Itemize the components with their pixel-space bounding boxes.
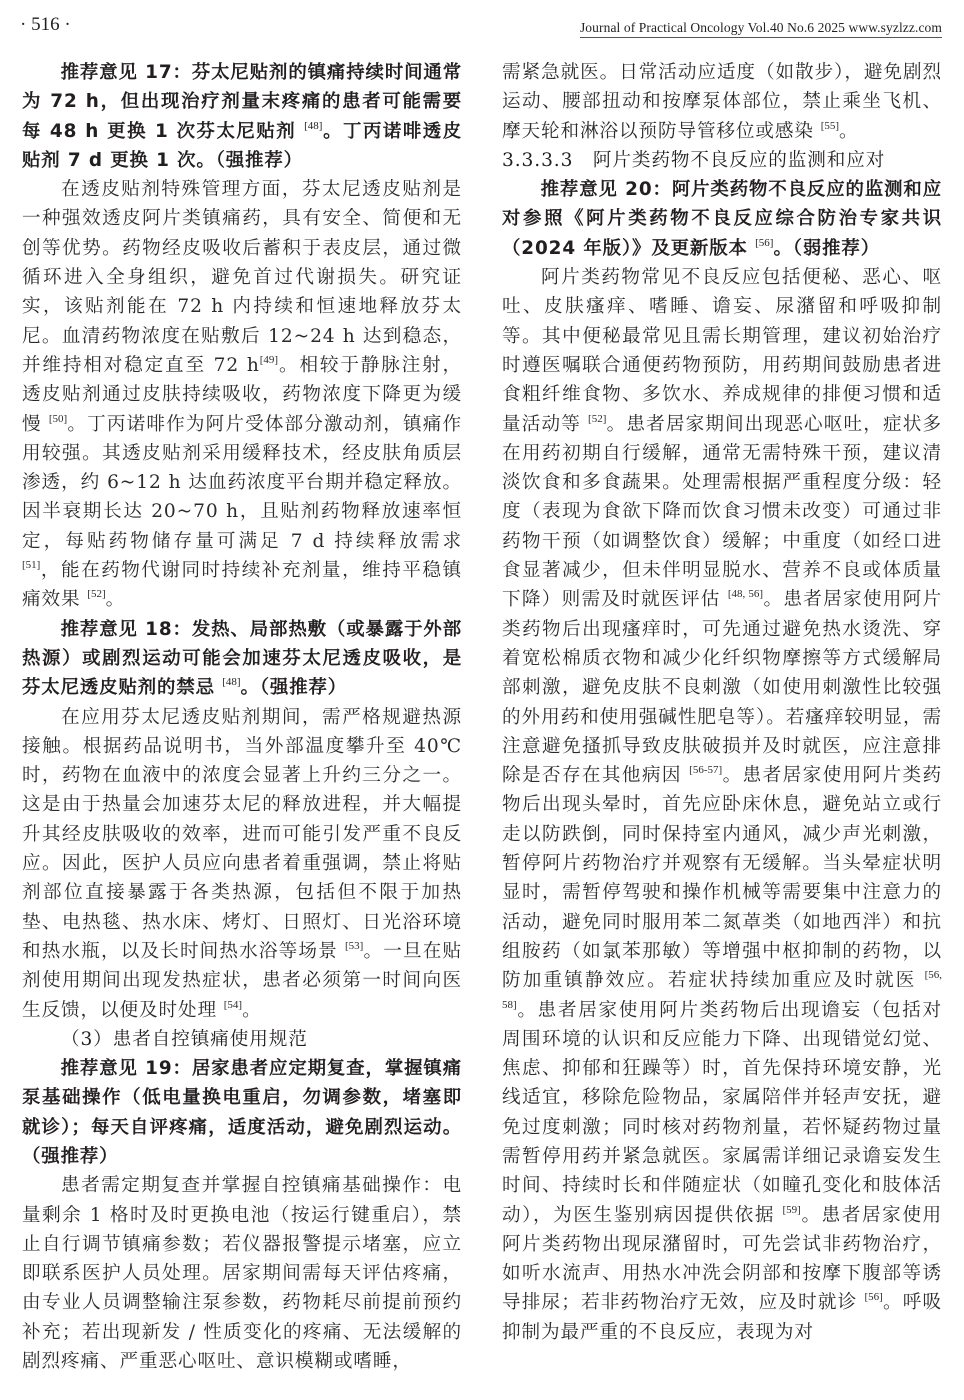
journal-citation: Journal of Practical Oncology Vol.40 No.6 2025 www.syzlzz.com — [580, 20, 942, 38]
running-header — [0, 10, 964, 40]
paragraph-text: 阿片类药物常见不良反应包括便秘、恶心、呕吐、皮肤瘙痒、嗜睡、谵妄、尿潴留和呼吸抑制等。其中便秘最常见且需长期管理，建议初始治疗时遵医嘱联合通便药物预防，用药期间鼓励患者进食粗纤维食物、多饮水、养成规律的排便习惯和适量活动等 — [502, 267, 942, 435]
citation-reference: [52] — [87, 588, 106, 601]
paragraph-text: 患者需定期复查并掌握自控镇痛基础操作：电量剩余 1 格时及时更换电池（按运行键重启），禁止自行调节镇痛参数；若仪器报警提示堵塞，应立即联系医护人员处理。居家期间需每天评估疼痛，由专业人员调整输注泵参数，药物耗尽前提前预约补充；若出现新发 / 性质变化的疼痛、无法缓解的剧烈疼痛、严重恶心呕吐、意识模糊或嗜睡， — [22, 1175, 462, 1373]
body-paragraph — [22, 175, 462, 614]
citation-reference: [50] — [48, 412, 68, 425]
paragraph-text: 推荐意见 19：居家患者应定期复查，掌握镇痛泵基础操作（低电量换电重启，勿调参数，堵塞即就诊）；每天自评疼痛，适度活动，避免剧烈运动。（强推荐） — [22, 1058, 462, 1167]
page-number: · 516 · — [20, 14, 71, 35]
paragraph-text: 。患者居家期间出现恶心呕吐，症状多在用药初期自行缓解，通常无需特殊干预，建议清淡饮食和多食蔬果。处理需根据严重程度分级：轻度（表现为食欲下降而饮食习惯未改变）可通过非药物干预（如调整饮食）缓解；中重度（如经口进食显著减少，但未伴明显脱水、营养不良或体质量下降）则需及时就医评估 — [502, 413, 942, 611]
paragraph-text: 。相较于静脉注射，透皮贴剂通过皮肤持续吸收，药物浓度下降更为缓慢 — [22, 354, 462, 435]
section-heading — [502, 146, 942, 175]
paragraph-text: 。（强推荐） — [240, 677, 348, 699]
paragraph-text: 需紧急就医。日常活动应适度（如散步），避免剧烈运动、腰部扭动和按摩泵体部位，禁止乘坐飞机、摩天轮和淋浴以预防导管移位或感染 — [502, 62, 942, 142]
paragraph-text: 推荐意见 18：发热、局部热敷（或暴露于外部热源）或剧烈运动可能会加速芬太尼透皮吸收，是芬太尼透皮贴剂的禁忌 — [22, 618, 462, 699]
recommendation-paragraph — [502, 175, 942, 263]
left-column — [22, 58, 462, 1376]
paragraph-text: ，能在药物代谢同时持续补充剂量，维持平稳镇痛效果 — [22, 560, 462, 611]
citation-reference: [53] — [344, 939, 364, 952]
paragraph-text: 。患者居家使用阿片类药物后出现瘙痒时，可先通过避免热水烫洗、穿着宽松棉质衣物和减少化纤织物摩擦等方式缓解局部刺激，避免皮肤不良刺激（如使用刺激性比较强的外用药和使用强碱性肥皂等）。若瘙痒较明显，需注意避免搔抓导致皮肤破损并及时就医，应注意排除是否存在其他病因 — [502, 589, 943, 787]
paragraph-text: 。患者居家使用阿片类药物出现尿潴留时，可先尝试非药物治疗，如听水流声、用热水冲洗会阴部和按摩下腹部等诱导排尿；若非药物治疗无效，应及时就诊 — [502, 1204, 942, 1314]
paragraph-text: 。患者居家使用阿片类药物后出现头晕时，首先应卧床休息，避免站立或行走以防跌倒，同时保持室内通风，减少声光刺激，暂停阿片药物治疗并观察有无缓解。当头晕症状明显时，需暂停驾驶和操作机械等需要集中注意力的活动，避免同时服用苯二氮䓬类（如地西泮）和抗组胺药（如氯苯那敏）等增强中枢抑制的药物，以防加重镇静效应。若症状持续加重应及时就医 — [502, 765, 942, 992]
citation-reference: [52] — [588, 412, 607, 425]
citation-reference: [48] — [222, 676, 241, 689]
citation-reference: [55] — [820, 119, 840, 132]
citation-reference: [48, 56] — [727, 588, 764, 601]
paragraph-text: 推荐意见 17：芬太尼贴剂的镇痛持续时间通常为 72 h，但出现治疗剂量末疼痛的患者可能需要每 48 h 更换 1 次芬太尼贴剂 — [22, 62, 462, 142]
citation-reference: [59] — [782, 1203, 801, 1216]
body-paragraph — [502, 58, 942, 146]
paragraph-text: 在应用芬太尼透皮贴剂期间，需严格规避热源接触。根据药品说明书，当外部温度攀升至 40℃时，药物在血液中的浓度会显著上升约三分之一。这是由于热量会加速芬太尼的释放进程，并大幅提升其经皮肤吸收的效率，进而可能引发严重不良反应。因此，医护人员应向患者着重强调，禁止将贴剂部位直接暴露于各类热源，包括但不限于加热垫、电热毯、热水床、烤灯、日照灯、日光浴环境和热水瓶，以及长时间热水浴等场景 — [22, 706, 462, 962]
paragraph-text: 。 — [839, 120, 859, 142]
citation-reference: [49] — [259, 353, 279, 366]
citation-reference: [54] — [223, 998, 243, 1011]
recommendation-paragraph — [22, 615, 462, 703]
paragraph-text: 在透皮贴剂特殊管理方面，芬太尼透皮贴剂是一种强效透皮阿片类镇痛药，具有安全、简便和无创等优势。药物经皮吸收后蓄积于表皮层，通过微循环进入全身组织，避免首过代谢损失。研究证实，该贴剂能在 72 h 内持续和恒速地释放芬太尼。血清药物浓度在贴敷后 12~24 h 达到稳态，并维持相对稳定直至 72 h — [22, 179, 462, 376]
citation-reference: [51] — [22, 559, 41, 572]
paragraph-text: 。丁丙诺啡透皮贴剂 7 d 更换 1 次。（强推荐） — [22, 120, 462, 171]
body-paragraph — [22, 1171, 462, 1376]
body-paragraph — [22, 703, 462, 1025]
citation-reference: [56] — [755, 236, 774, 249]
paragraph-text: 。患者居家使用阿片类药物后出现谵妄（包括对周围环境的认识和反应能力下降、出现错觉幻觉、焦虑、抑郁和狂躁等）时，首先保持环境安静，光线适宜，移除危险物品，家属陪伴并轻声安抚，避免过度刺激；同时核对药物剂量，若怀疑药物过量需暂停用药并紧急就医。家属需详细记录谵妄发生时间、持续时长和伴随症状（如瞳孔变化和肢体活动），为医生鉴别病因提供依据 — [502, 999, 942, 1226]
citation-reference: [56-57] — [689, 764, 723, 777]
citation-reference: [56] — [864, 1291, 883, 1304]
paragraph-text: 。 — [105, 589, 126, 611]
recommendation-paragraph — [22, 58, 462, 175]
paragraph-text: 3.3.3.3 阿片类药物不良反应的监测和应对 — [502, 149, 886, 171]
subsection-heading — [22, 1025, 462, 1054]
body-paragraph — [502, 263, 942, 1347]
paragraph-text: 。（弱推荐） — [773, 237, 880, 259]
paragraph-text: 。 — [242, 999, 262, 1021]
paragraph-text: 。丁丙诺啡作为阿片受体部分激动剂，镇痛作用较强。其透皮贴剂采用缓释技术，经皮肤角质层渗透，约 6~12 h 达血药浓度平台期并稳定释放。因半衰期长达 20~70 h，且贴剂药物释放速率恒定，每贴药物储存量可满足 7 d 持续释放需求 — [22, 413, 462, 552]
paragraph-text: 。一旦在贴剂使用期间出现发热症状，患者必须第一时间向医生反馈，以便及时处理 — [22, 940, 462, 1021]
paragraph-text: （3）患者自控镇痛使用规范 — [61, 1028, 308, 1050]
right-column — [502, 58, 942, 1347]
citation-reference: [56, 58] — [502, 969, 942, 1011]
paragraph-text: 推荐意见 20：阿片类药物不良反应的监测和应对参照《阿片类药物不良反应综合防治专家共识（2024 年版）》及更新版本 — [502, 179, 942, 259]
citation-reference: [48] — [304, 119, 323, 132]
paragraph-text: 。呼吸抑制为最严重的不良反应，表现为对 — [502, 1292, 942, 1343]
recommendation-paragraph — [22, 1054, 462, 1171]
